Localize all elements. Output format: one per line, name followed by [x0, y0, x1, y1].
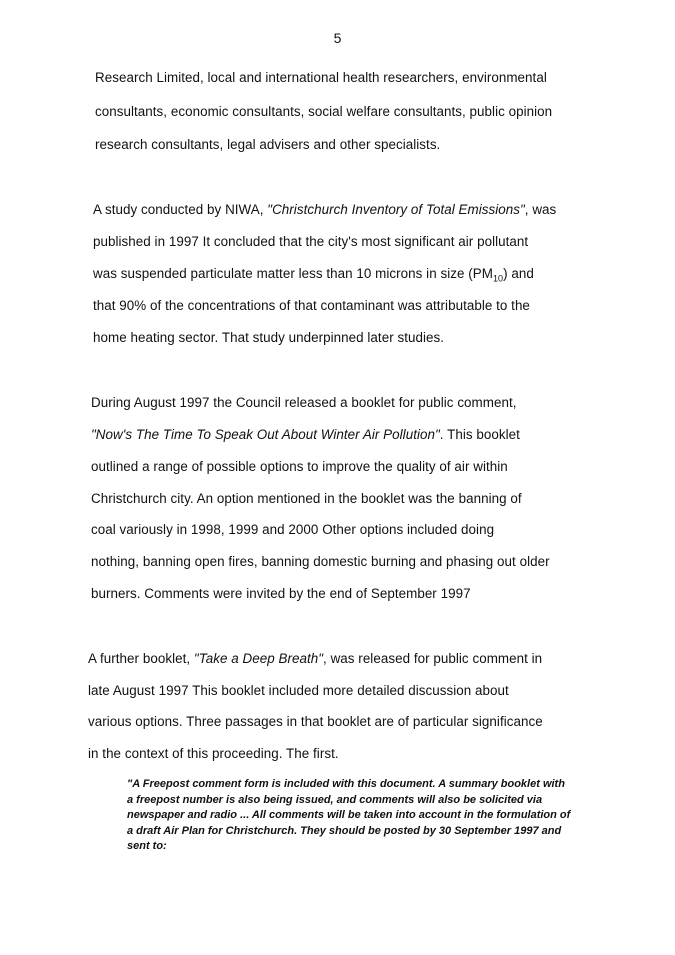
booklet-title: "Now's The Time To Speak Out About Winter Air Pollution" [91, 427, 440, 442]
paragraph3-line5: coal variously in 1998, 1999 and 2000 Other options included doing [91, 522, 495, 537]
pm-subscript: 10 [492, 273, 504, 284]
booklet2-title: "Take a Deep Breath" [193, 651, 324, 666]
paragraph1-line1: Research Limited, local and international health researchers, environmental [95, 70, 547, 85]
paragraph2-line2: published in 1997 It concluded that the city's most significant air pollutant [93, 234, 529, 249]
paragraph2-line1 [93, 202, 556, 217]
quote-line2: a freepost number is also being issued, and comments will also be solicited via [127, 793, 543, 806]
paragraph3-line2-tail: . This booklet [439, 427, 520, 442]
paragraph2-line3-tail: ) and [503, 266, 534, 281]
paragraph2-line3-text: was suspended particulate matter less than 10 microns in size (PM [93, 266, 493, 281]
paragraph2-line4: that 90% of the concentrations of that contaminant was attributable to the [93, 298, 530, 313]
paragraph2-line5: home heating sector. That study underpinned later studies. [93, 330, 445, 345]
paragraph3-line3: outlined a range of possible options to improve the quality of air within [91, 459, 508, 474]
paragraph3-line6: nothing, banning open fires, banning domestic burning and phasing out older [91, 554, 550, 569]
paragraph2-line3 [93, 266, 534, 284]
paragraph3-line7: burners. Comments were invited by the end of September 1997 [91, 586, 471, 601]
paragraph3-line2 [91, 427, 520, 442]
paragraph4-line1-text: A further booklet, [88, 651, 194, 666]
paragraph4-line3: various options. Three passages in that booklet are of particular significance [88, 714, 543, 729]
paragraph4-line1 [88, 651, 542, 666]
paragraph2-line1-text: A study conducted by NIWA, [93, 202, 268, 217]
paragraph4-line4: in the context of this proceeding. The first. [88, 746, 339, 761]
quote-line3: newspaper and radio ... All comments will be taken into account in the formulation of [127, 809, 571, 821]
paragraph3-line1: During August 1997 the Council released a booklet for public comment, [91, 395, 517, 410]
report-title: "Christchurch Inventory of Total Emissions" [267, 202, 525, 217]
paragraph1-line2: consultants, economic consultants, social welfare consultants, public opinion [95, 104, 553, 119]
quote-line4: a draft Air Plan for Christchurch. They should be posted by 30 September 1997 and [127, 824, 562, 837]
paragraph4-line1-tail: , was released for public comment in [323, 651, 543, 666]
quote-line1: "A Freepost comment form is included with this document. A summary booklet with [127, 778, 565, 790]
page-number: 5 [333, 30, 342, 46]
paragraph1-line3: research consultants, legal advisers and other specialists. [95, 137, 441, 152]
paragraph3-line4: Christchurch city. An option mentioned in the booklet was the banning of [91, 491, 522, 506]
paragraph2-line1-tail: , was [524, 202, 557, 217]
block-quote [127, 777, 571, 855]
paragraph4-line2: late August 1997 This booklet included more detailed discussion about [88, 683, 509, 698]
quote-line5: sent to: [127, 840, 167, 852]
